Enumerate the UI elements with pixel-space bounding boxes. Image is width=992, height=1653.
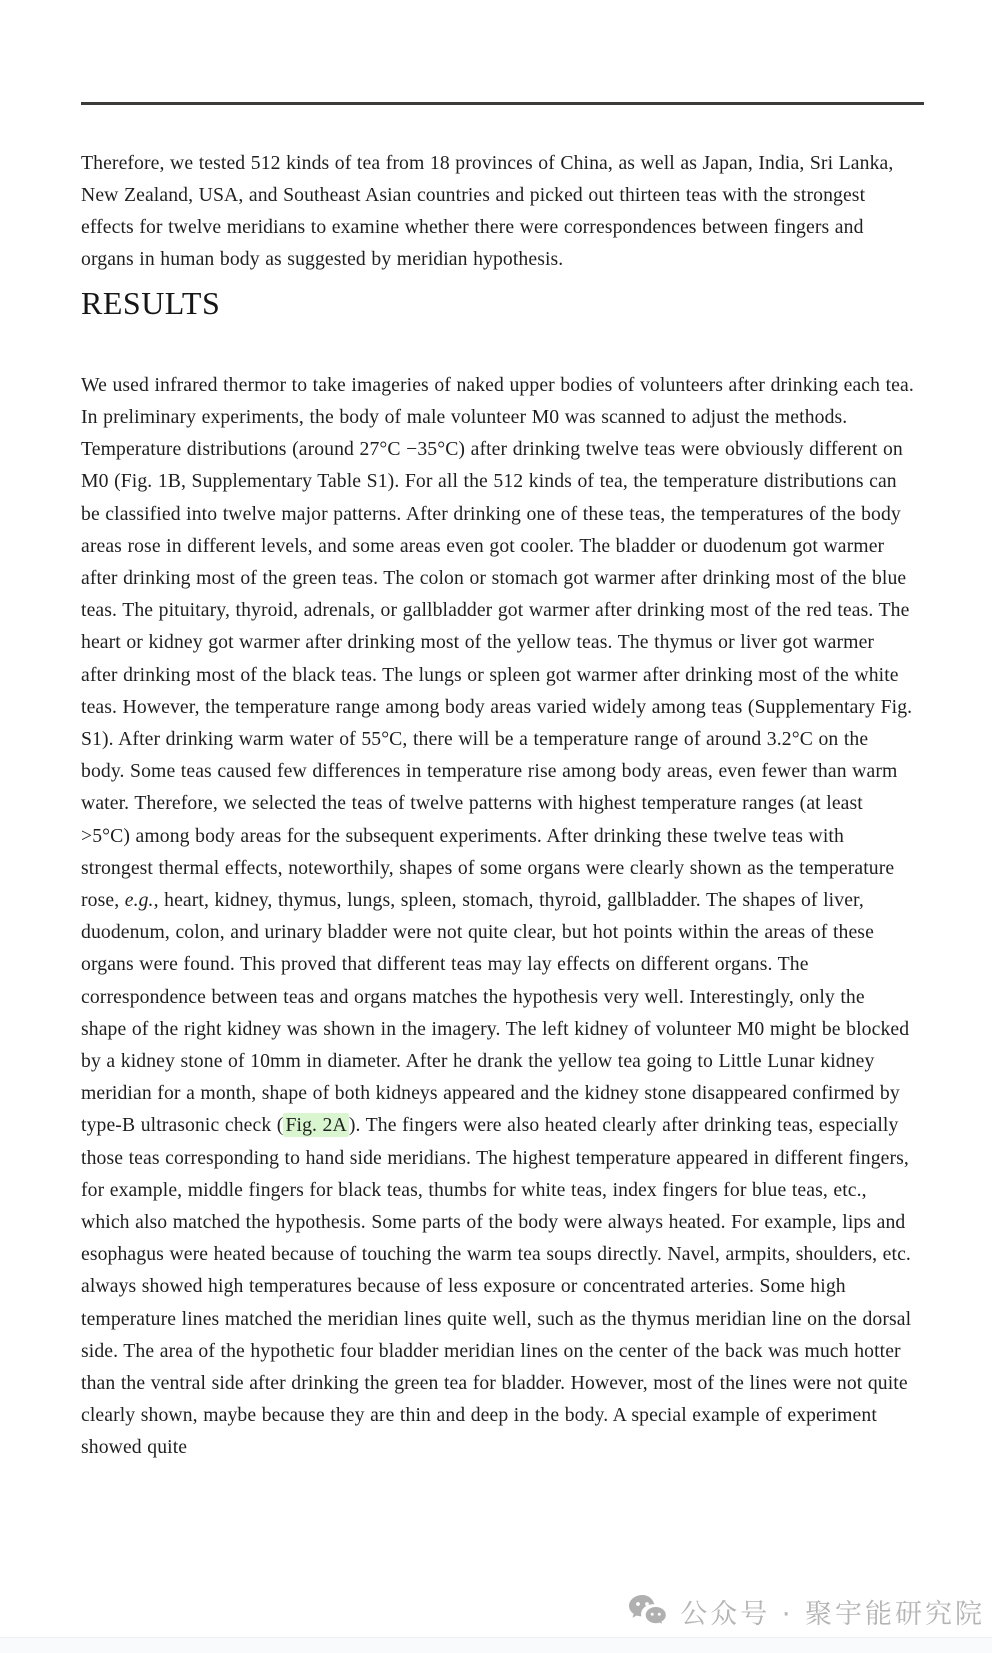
intro-paragraph-text: Therefore, we tested 512 kinds of tea from 18 provinces of China, as well as Japan, India, Sri Lanka, New Zealand, USA, and Southeast Asian countries and picked out thirteen teas with the strongest effects for twelve meridians to examine whether there were correspondences between fingers and organs in human body as suggested by meridian hypothesis. (81, 151, 894, 271)
results-paragraph-italic-eg: e.g. (124, 888, 154, 911)
wechat-icon (628, 1594, 668, 1630)
results-paragraph (81, 369, 914, 1464)
results-heading: RESULTS (81, 285, 221, 321)
results-paragraph-part1: We used infrared thermor to take imageries of naked upper bodies of volunteers after drinking each tea. In preliminary experiments, the body of male volunteer M0 was scanned to adjust the methods. Temperature distributions (around 27°C −35°C) after drinking twelve teas were obviously different on M0 (Fig. 1B, Supplementary Table S1). For all the 512 kinds of tea, the temperature distributions can be classified into twelve major patterns. After drinking one of these teas, the temperatures of the body areas rose in different levels, and some areas even got cooler. The bladder or duodenum got warmer after drinking most of the green teas. The colon or stomach got warmer after drinking most of the blue teas. The pituitary, thyroid, adrenals, or gallbladder got warmer after drinking most of the red teas. The heart or kidney got warmer after drinking most of the yellow teas. The thymus or liver got warmer after drinking most of the black teas. The lungs or spleen got warmer after drinking most of the white teas. However, the temperature range among body areas varied widely among teas (Supplementary Fig. S1). After drinking warm water of 55°C, there will be a temperature range of around 3.2°C on the body. Some teas caused few differences in temperature rise among body areas, even fewer than warm water. Therefore, we selected the teas of twelve patterns with highest temperature ranges (at least >5°C) among body areas for the subsequent experiments. After drinking these twelve teas with strongest thermal effects, noteworthily, shapes of some organs were clearly shown as the temperature rose, (81, 373, 914, 911)
top-divider (81, 102, 924, 105)
figure-ref-highlight: Fig. 2A (285, 1114, 347, 1137)
watermark-text: 公众号 · 聚宇能研究院 (680, 1599, 985, 1630)
results-paragraph-part2: , heart, kidney, thymus, lungs, spleen, stomach, thyroid, gallbladder. The shapes of liver, duodenum, colon, and urinary bladder were not quite clear, but hot points within the areas of these organs were found. This proved that different teas may lay effects on different organs. The correspondence between teas and organs matches the hypothesis very well. Interestingly, only the shape of the right kidney was shown in the imagery. The left kidney of volunteer M0 might be blocked by a kidney stone of 10mm in diameter. After he drank the yellow tea going to Little Lunar kidney meridian for a month, shape of both kidneys appeared and the kidney stone disappeared confirmed by type-B ultrasonic check ( (81, 888, 910, 1137)
watermark (628, 1592, 985, 1631)
bottom-page-edge (0, 1637, 992, 1653)
results-paragraph-part3: ). The fingers were also heated clearly after drinking teas, especially those teas corresponding to hand side meridians. The highest temperature appeared in different fingers, for example, middle fingers for black teas, thumbs for white teas, index fingers for blue teas, etc., which also matched the hypothesis. Some parts of the body were always heated. For example, lips and esophagus were heated because of touching the warm tea soups directly. Navel, armpits, shoulders, etc. always showed high temperatures because of less exposure or concentrated arteries. Some high temperature lines matched the meridian lines quite well, such as the thymus meridian line on the dorsal side. The area of the hypothetic four bladder meridian lines on the center of the back was much hotter than the ventral side after drinking the green tea for bladder. However, most of the lines were not quite clearly shown, maybe because they are thin and deep in the body. A special example of experiment showed quite (81, 1114, 912, 1459)
intro-paragraph (81, 147, 914, 276)
